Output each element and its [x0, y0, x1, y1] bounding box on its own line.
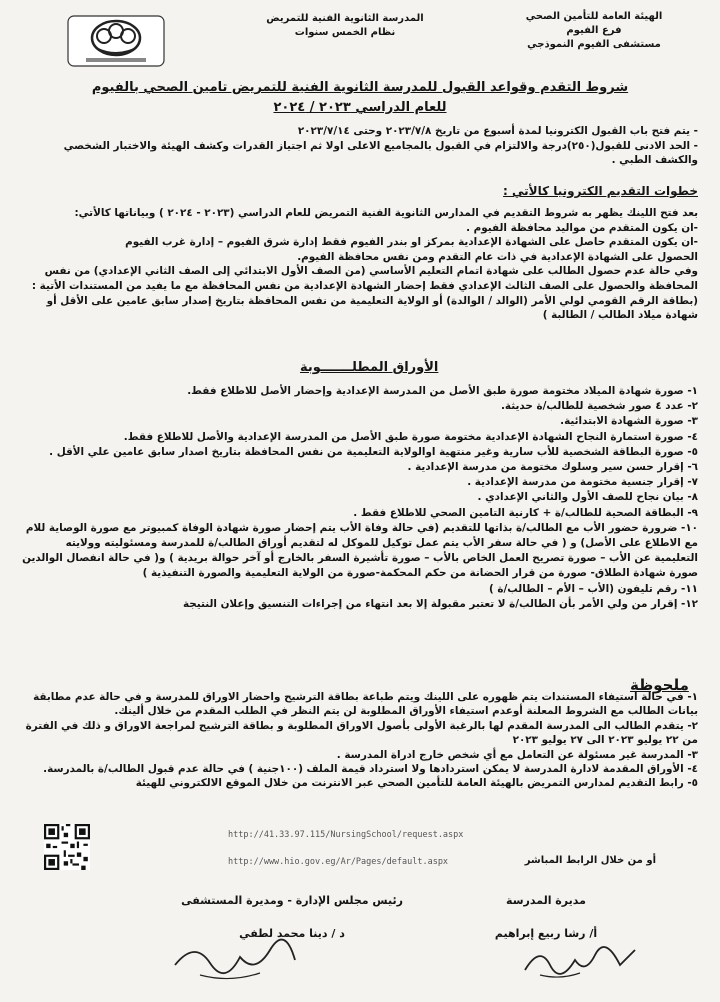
school-system: نظام الخمس سنوات — [294, 27, 396, 38]
note-item: ١- في حالة استيفاء المستندات يتم ظهوره على اللينك ويتم طباعة بطاقة الترشيح واحضار الاوراق للمدرسة و في حالة عدم مطابقة بيانات الطالب مع الشروط المعلنة أوعدم استيفاء الأوراق المطلوبة لن يتم النظر في الطلب المقدم من خلال ألينك. — [33, 691, 698, 718]
header-line-3: مستشفى الفيوم النموذجي — [527, 39, 661, 50]
header-line-1: الهيئة العامة للتأمين الصحي — [525, 11, 663, 22]
board-chair-signature — [172, 894, 412, 940]
header-line-2: فرع الفيوم — [566, 25, 622, 36]
intro-line-1: - يتم فتح باب القبول الكترونيا لمدة أسبوع من تاريخ ٢٠٢٣/٧/٨ وحتى ٢٠٢٣/٧/١٤ — [297, 125, 698, 137]
qr-code-icon — [44, 824, 90, 870]
paper-item: ١- صورة شهادة الميلاد مختومة صورة طبق الأصل من المدرسة الإعدادية وإحضار الأصل للاطلاع فقط. — [187, 385, 698, 397]
paper-item: ٥- صورة البطاقة الشخصية للأب سارية وغير منتهية اوالولاية التعليمية من نفس المحافظة بتاريخ اصدار سابق عامين علي الأقل . — [49, 445, 698, 458]
paper-item: ٤- صورة استمارة النجاح الشهادة الإعدادية مختومة صورة طبق الأصل من المدرسة الإعدادية والأصل للاطلاع فقط. — [123, 430, 698, 443]
handwritten-signature-icon — [520, 935, 640, 985]
school-director-name: أ/ رشا ربيع إبراهيم — [494, 927, 598, 940]
paper-item: ١٢- إقرار من ولي الأمر بأن الطالب/ة لا تعتبر مقبولة إلا بعد انتهاء من إجراءات التنسيق وإعلان النتيجة — [182, 597, 698, 610]
note-item: ٥- رابط التقديم لمدارس التمريض بالهيئة العامة للتأمين الصحي عبر الانترنت من خلال الموقع الالكتروني للهيئة — [135, 777, 698, 790]
document-title — [20, 78, 700, 118]
paper-item: ١٠- ضرورة حضور الأب مع الطالب/ة بذاتها للتقديم (في حالة وفاة الأب يتم إحضار صورة شهادة الوفاة كمبيوتر مع صورة الوصاية للام مع الاطلاع على الأصل) و ( في حالة سفر الأب يتم عمل توكيل للموكل له لتقديم أوراق الطالب/ة للمدرسة ومسئوليته وولايته التعليمية عن الأب – صورة تصريح العمل الخاص بالأب – صورة تأشيرة السفر بالخارج أو آخر حوالة بريدية ) و( في حالة انفصال الوالدين صورة شهادة الطلاق- صورة من قرار الحضانة من حكم المحكمة-صورة من الولاية التعليمية والصورة التنفيذية ) — [22, 521, 698, 580]
paper-item: ٧- إقرار جنسية مختومة من مدرسة الإعدادية . — [467, 476, 698, 489]
steps-line-1: بعد فتح اللينك يظهر به شروط التقديم في المدارس الثانوية الفنية التمريض للعام الدراسي (٢٠٢٣ - ٢٠٢٤ ) وبياناتها كالأتي: — [74, 207, 698, 219]
notes-heading: ملحوظة — [630, 676, 689, 694]
note-item: ٣- المدرسة غير مسئولة عن التعامل مع أي شخص خارج ادراة المدرسة . — [336, 748, 698, 761]
note-item: ٤- الأوراق المقدمة لادارة المدرسة لا يمكن استردادها ولا استرداد قيمة الملف (١٠٠جنية ) في حالة عدم قبول الطالب/ة بالمدرسة. — [43, 763, 698, 776]
title-line-1: شروط التقدم وقواعد القبول للمدرسة الثانوية الفنية للتمريض تامين الصحي بالفيوم — [91, 80, 629, 95]
hio-website-link[interactable]: http://www.hio.gov.eg/Ar/Pages/default.aspx — [228, 857, 449, 867]
paper-item: ٦- إقرار حسن سير وسلوك مختومة من مدرسة الإعدادية . — [407, 461, 698, 474]
steps-line-6: (بطاقة الرقم القومي لولي الأمر (الوالد / الوالدة) أو الولاية التعليمية من نفس المحافظة بتاريخ إصدار سابق عامين على الأقل أو شهادة ميلاد الطالب / الطالبة ) — [46, 294, 698, 322]
paper-item: ٩- البطاقة الصحية للطالب/ة + كارنية التامين الصحي للاطلاع فقط . — [353, 506, 698, 519]
board-chair-title: رئيس مجلس الإدارة - ومديرة المستشفى — [181, 894, 403, 907]
school-emblem-icon — [66, 14, 166, 72]
paper-item: ٣- صورة الشهادة الابتدائية. — [560, 415, 698, 428]
header-school — [250, 12, 440, 40]
intro-section — [22, 124, 698, 168]
papers-heading: الأوراق المطلـــــــوبة — [300, 360, 439, 375]
note-item: ٢- يتقدم الطالب الى المدرسة المقدم لها بالرغبة الأولى بأصول الاوراق المطلوبة و بطاقة الترشيح لمراجعة الاوراق و ذلك في الفترة من ٢٢ يوليو ٢٠٢٣ الى ٢٧ يوليو ٢٠٢٣ — [25, 719, 698, 747]
direct-link-label: أو من خلال الرابط المباشر — [524, 855, 656, 866]
title-line-2: للعام الدراسي ٢٠٢٣ / ٢٠٢٤ — [273, 100, 447, 115]
header-institution — [504, 10, 684, 52]
school-director-title: مديرة المدرسة — [506, 894, 586, 907]
papers-list — [22, 384, 698, 612]
steps-section — [22, 206, 698, 323]
application-link[interactable]: http://41.33.97.115/NursingSchool/request.aspx — [228, 830, 464, 840]
steps-line-5: وفي حالة عدم حصول الطالب على شهادة اتمام التعليم الأساسي (من الصف الأول الابتدائي إلى الصف الثاني الإعدادي) من نفس المحافظة والحصول على الصف الثالث الإعدادي فقط إحضار الشهادة الإعدادية من نفس المحافظة مع ما يفيد من المستندات الأتية : — [31, 265, 698, 292]
board-chair-name: د / دينا محمد لطفي — [239, 927, 345, 940]
steps-heading: خطوات التقديم الكترونيا كالأتي : — [503, 184, 698, 198]
paper-item: ٢- عدد ٤ صور شخصية للطالب/ة حديثة. — [500, 400, 698, 413]
notes-list — [22, 690, 698, 791]
steps-line-2: -ان يكون المتقدم من مواليد محافظة الفيوم . — [466, 221, 698, 234]
school-director-signature — [476, 894, 616, 940]
paper-item: ٨- بيان نجاح للصف الأول والثاني الإعدادي . — [477, 491, 698, 504]
handwritten-signature-icon — [170, 935, 300, 985]
intro-line-2: - الحد الادنى للقبول(٢٥٠)درجة والالتزام في القبول بالمجاميع الاعلى اولا ثم اجتياز القدرات وكشف الهيئة والاختبار الشخصي والكشف الطبي . — [63, 139, 698, 167]
steps-line-3: -ان يكون المتقدم حاصل على الشهادة الإعدادية بمركز او بندر الفيوم فقط إدارة شرق الفيوم – إدارة غرب الفيوم — [125, 236, 698, 249]
school-name: المدرسة الثانوية الفنية للتمريض — [266, 13, 424, 24]
steps-line-4: الحصول على الشهادة الإعدادية في ذات عام التقدم ومن نفس محافظة الفيوم. — [297, 250, 698, 263]
paper-item: ١١- رقم تليفون (الأب – الأم – الطالب/ة ) — [489, 582, 698, 595]
